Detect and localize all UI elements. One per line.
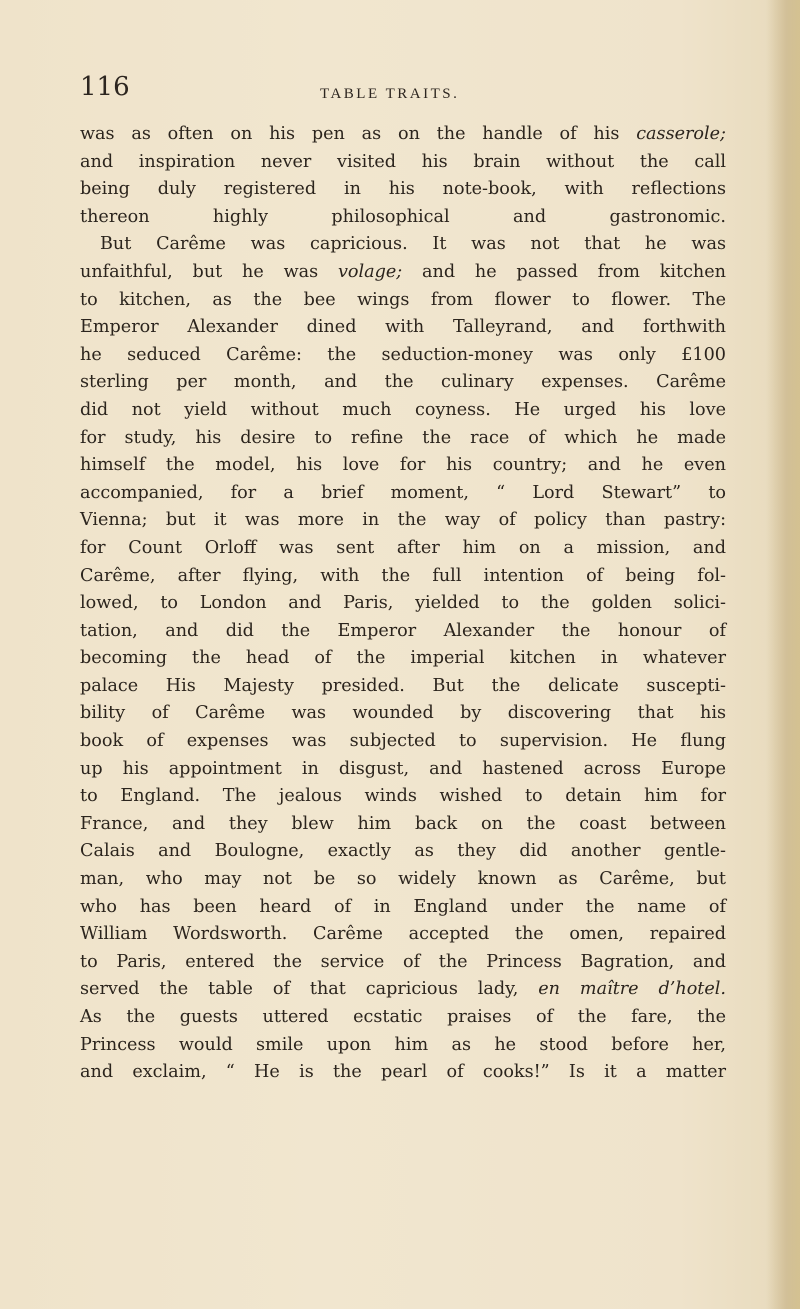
text-line [80, 314, 726, 342]
text-line [80, 700, 726, 728]
text-segment: did not yield without much coyness. He urged his love [80, 399, 726, 420]
text-line [80, 1059, 726, 1087]
text-segment: palace His Majesty presided. But the delicate suscepti- [80, 675, 726, 696]
text-line [80, 1004, 726, 1032]
italic-phrase: casserole; [636, 124, 726, 144]
text-line [80, 921, 726, 949]
text-segment: unfaithful, but he was [80, 261, 338, 282]
text-segment: becoming the head of the imperial kitchen in whatever [80, 648, 726, 669]
text-segment: for study, his desire to refine the race of which he made [80, 427, 726, 448]
text-segment: Calais and Boulogne, exactly as they did another gentle- [80, 841, 726, 862]
running-head: TABLE TRAITS. [320, 86, 460, 102]
text-line [80, 1032, 726, 1060]
text-line [80, 204, 726, 232]
page-header [80, 72, 700, 112]
text-line [80, 507, 726, 535]
body-text [80, 121, 726, 1087]
text-line [80, 231, 726, 259]
text-segment: But Carême was capricious. It was not that he was [100, 234, 726, 255]
text-segment: William Wordsworth. Carême accepted the omen, repaired [80, 924, 726, 945]
text-segment: Carême, after flying, with the full intention of being fol- [80, 565, 726, 586]
text-line [80, 452, 726, 480]
text-segment: tation, and did the Emperor Alexander the honour of [80, 620, 726, 641]
text-segment: to England. The jealous winds wished to detain him for [80, 786, 726, 807]
text-segment: himself the model, his love for his country; and he even [80, 455, 726, 476]
text-line [80, 756, 726, 784]
text-line [80, 121, 726, 149]
page-number: 116 [80, 72, 130, 102]
text-line [80, 949, 726, 977]
text-segment: lowed, to London and Paris, yielded to the golden solici- [80, 593, 726, 614]
text-segment: Princess would smile upon him as he stood before her, [80, 1034, 726, 1055]
text-line [80, 425, 726, 453]
text-line [80, 618, 726, 646]
text-segment: and he passed from kitchen [402, 261, 727, 282]
text-segment: up his appointment in disgust, and hastened across Europe [80, 758, 726, 779]
text-segment: to kitchen, as the bee wings from flower to flower. The [80, 289, 726, 310]
text-line [80, 342, 726, 370]
text-segment: bility of Carême was wounded by discovering that his [80, 703, 726, 724]
text-line [80, 894, 726, 922]
text-line [80, 176, 726, 204]
page-edge-shadow [766, 0, 800, 1309]
text-line [80, 645, 726, 673]
text-segment: he seduced Carême: the seduction-money was only £100 [80, 344, 726, 365]
text-line [80, 397, 726, 425]
text-segment: As the guests uttered ecstatic praises of the fare, the [80, 1007, 726, 1027]
italic-phrase: volage; [337, 261, 403, 282]
text-segment: book of expenses was subjected to supervision. He flung [80, 731, 726, 752]
text-segment: and exclaim, “ He is the pearl of cooks!” Is it a matter [80, 1062, 726, 1083]
text-segment: being duly registered in his note-book, with reflections [80, 179, 726, 200]
text-line [80, 563, 726, 591]
text-line [80, 811, 726, 839]
text-line [80, 976, 726, 1004]
text-segment: Vienna; but it was more in the way of policy than pastry: [80, 510, 726, 531]
text-line [80, 535, 726, 563]
text-line [80, 287, 726, 315]
text-segment: and inspiration never visited his brain without the call [80, 151, 726, 172]
text-line [80, 590, 726, 618]
text-segment: to Paris, entered the service of the Princess Bagration, and [80, 951, 726, 972]
text-segment: for Count Orloff was sent after him on a mission, and [80, 537, 726, 558]
text-segment: accompanied, for a brief moment, “ Lord Stewart” to [80, 482, 726, 503]
text-line [80, 369, 726, 397]
text-segment: was as often on his pen as on the handle of his [80, 124, 637, 144]
text-line [80, 673, 726, 701]
text-segment: man, who may not be so widely known as Carême, but [80, 869, 726, 890]
text-line [80, 728, 726, 756]
italic-phrase: en maître d’hotel. [538, 979, 726, 1000]
text-segment: sterling per month, and the culinary expenses. Carême [80, 372, 726, 393]
text-segment: served the table of that capricious lady, [80, 979, 539, 1000]
text-line [80, 866, 726, 894]
text-line [80, 480, 726, 508]
text-segment: who has been heard of in England under the name of [80, 896, 726, 917]
text-line [80, 259, 726, 287]
text-line [80, 783, 726, 811]
text-line [80, 838, 726, 866]
text-segment: Emperor Alexander dined with Talleyrand, and forthwith [80, 317, 726, 338]
text-segment: France, and they blew him back on the coast between [80, 813, 726, 834]
text-segment: thereon highly philosophical and gastronomic. [80, 206, 726, 227]
text-line [80, 149, 726, 177]
